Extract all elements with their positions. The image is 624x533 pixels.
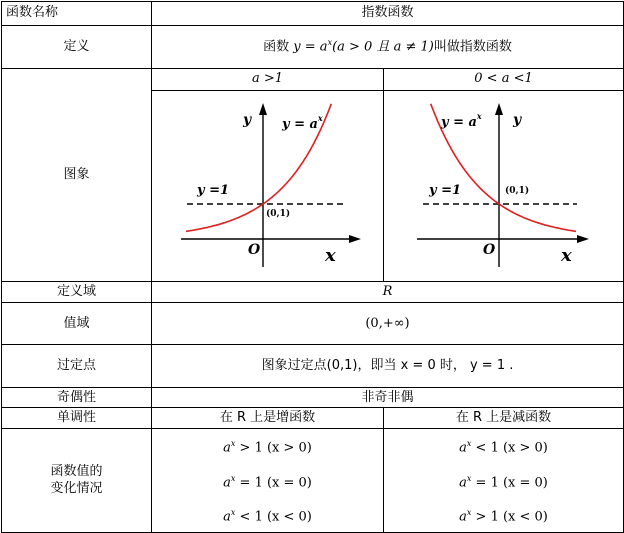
range-row: [2, 303, 624, 345]
graph-case2-plot: [385, 91, 623, 276]
parity-label: 奇偶性: [2, 388, 152, 408]
point-label: (0,1): [504, 186, 529, 196]
range-value: (0,+∞): [152, 303, 624, 345]
line-label: y =1: [196, 183, 229, 198]
variation-case2: [384, 429, 624, 533]
curve-label-exp: x: [476, 111, 482, 121]
variation-case2-line: $a^x < 1$ (x > 0): [459, 439, 548, 456]
domain-row: [2, 282, 624, 303]
origin-label: O: [247, 242, 260, 258]
variation-case2-line: $a^x > 1$ (x < 0): [459, 507, 548, 525]
definition-exponent: x: [327, 38, 333, 48]
monotonicity-label: 单调性: [2, 408, 152, 429]
monotonicity-case1: 在 R 上是增函数: [152, 408, 384, 429]
curve-label-base: y = a: [440, 115, 477, 130]
variation-label: [2, 429, 152, 533]
point-label: (0,1): [265, 209, 290, 219]
graph-case1-plot: [153, 91, 383, 276]
variation-case1-line: $a^x < 1$ (x < 0): [223, 507, 312, 525]
definition-prefix: 函数: [263, 39, 290, 55]
curve-label-base: y = a: [281, 117, 318, 132]
header-value: 指数函数: [152, 2, 624, 26]
definition-row: [2, 26, 624, 69]
definition-label: 定义: [2, 26, 152, 69]
graph-case2-cell: [384, 91, 624, 282]
curve-label: [281, 113, 323, 132]
parity-value: 非奇非偶: [152, 388, 624, 408]
variation-row: [2, 429, 624, 533]
graph-title-row: [2, 69, 624, 91]
x-axis-arrow: [577, 235, 589, 243]
y-axis-arrow: [259, 103, 267, 115]
header-label: 函数名称: [2, 2, 152, 26]
fixed-point-value: 图象过定点(0,1)，即当 x = 0 时， y = 1 .: [152, 345, 624, 388]
monotonicity-row: [2, 408, 624, 429]
header-row: [2, 2, 624, 26]
x-axis-arrow: [349, 235, 361, 243]
range-label: 值域: [2, 303, 152, 345]
graph-case2-title: 0 < a <1: [384, 69, 624, 91]
y-axis-label: y: [242, 112, 251, 128]
line-label: y =1: [428, 183, 461, 198]
graph-case1-cell: [152, 91, 384, 282]
exponential-function-table: [1, 1, 624, 533]
variation-label-line1: 函数值的: [50, 464, 103, 480]
fixed-point-row: [2, 345, 624, 388]
curve-label-exp: x: [317, 113, 323, 123]
graph-label: 图象: [2, 69, 152, 282]
variation-case1-line: $a^x > 1$ (x > 0): [223, 439, 312, 456]
monotonicity-case2: 在 R 上是减函数: [384, 408, 624, 429]
variation-label-line2: 变化情况: [50, 480, 103, 496]
y-axis-label: y: [512, 112, 521, 128]
origin-label: O: [482, 242, 495, 258]
parity-row: [2, 388, 624, 408]
definition-formula: y = a: [293, 39, 328, 55]
definition-suffix: 叫做指数函数: [433, 39, 512, 55]
domain-value: R: [152, 282, 624, 303]
variation-case1: [152, 429, 384, 533]
definition-condition: (a > 0 且 a ≠ 1): [332, 39, 434, 55]
y-axis-arrow: [495, 103, 503, 115]
variation-case1-line: $a^x = 1$ (x = 0): [223, 473, 312, 490]
x-axis-label: x: [324, 245, 336, 266]
variation-case2-line: $a^x = 1$ (x = 0): [459, 473, 548, 490]
x-axis-label: x: [560, 245, 572, 266]
curve-label: [440, 111, 482, 130]
definition-value: [152, 26, 624, 69]
domain-label: 定义域: [2, 282, 152, 303]
graph-case1-title: a >1: [152, 69, 384, 91]
fixed-point-label: 过定点: [2, 345, 152, 388]
